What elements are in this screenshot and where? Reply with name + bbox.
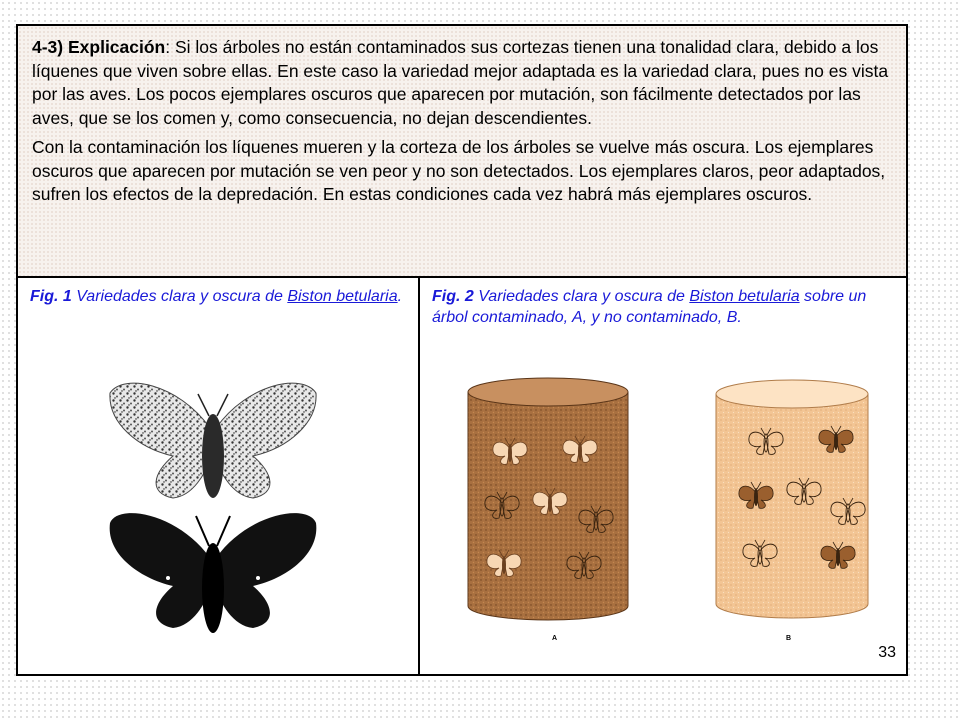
- fig1-panel: [18, 278, 420, 674]
- light-moth-icon: [110, 383, 316, 498]
- fig1-species-link[interactable]: Biston betularia: [287, 288, 398, 305]
- tree-trunks-illustration: [460, 374, 900, 644]
- fig1-text: Variedades clara y oscura de: [71, 288, 288, 305]
- fig2-label: Fig. 2: [432, 288, 474, 305]
- page-number: 33: [878, 644, 896, 661]
- slide-frame: [16, 24, 908, 676]
- fig2-rest: sobre un árbol contaminado, A, y no contaminado, B.: [432, 288, 867, 326]
- fig1-label: Fig. 1: [30, 288, 72, 305]
- explanation-text-1: : Si los árboles no están contaminados sus cortezas tienen una tonalidad clara, debido a los líquenes que viven sobre ellas. En este caso la variedad mejor adaptada es la variedad clara, pues no es vista por las aves. Los pocos ejemplares oscuros que aparecen por mutación, son fácilmente detectados por las aves, que se los comen y, como consecuencia, no dejan descendientes.: [32, 37, 889, 128]
- tree-b-label: B: [786, 635, 792, 642]
- fig2-caption: [432, 286, 898, 328]
- tree-b: [716, 380, 868, 642]
- fig2-panel: [420, 278, 906, 674]
- fig1-caption: [30, 286, 410, 307]
- fig2-text: Variedades clara y oscura de: [473, 288, 690, 305]
- tree-a-label: A: [552, 635, 558, 642]
- tree-a: [468, 378, 628, 642]
- fig1-end: .: [397, 288, 403, 305]
- fig2-species-link[interactable]: Biston betularia: [689, 288, 800, 305]
- explanation-paragraph-1: [32, 36, 892, 130]
- explanation-heading: 4-3) Explicación: [32, 37, 166, 57]
- explanation-paragraph-2: Con la contaminación los líquenes mueren y la corteza de los árboles se vuelve más oscura. Los ejemplares oscuros que aparecen por mutación se ven peor y no son detectados. Los ejemplares claros, peor adaptados, sufren los efectos de la depredación. En estas condiciones cada vez habrá más ejemplares oscuros.: [32, 137, 886, 204]
- moths-illustration: [98, 378, 328, 658]
- explanation-panel: [18, 26, 906, 278]
- dark-moth-icon: [110, 513, 317, 633]
